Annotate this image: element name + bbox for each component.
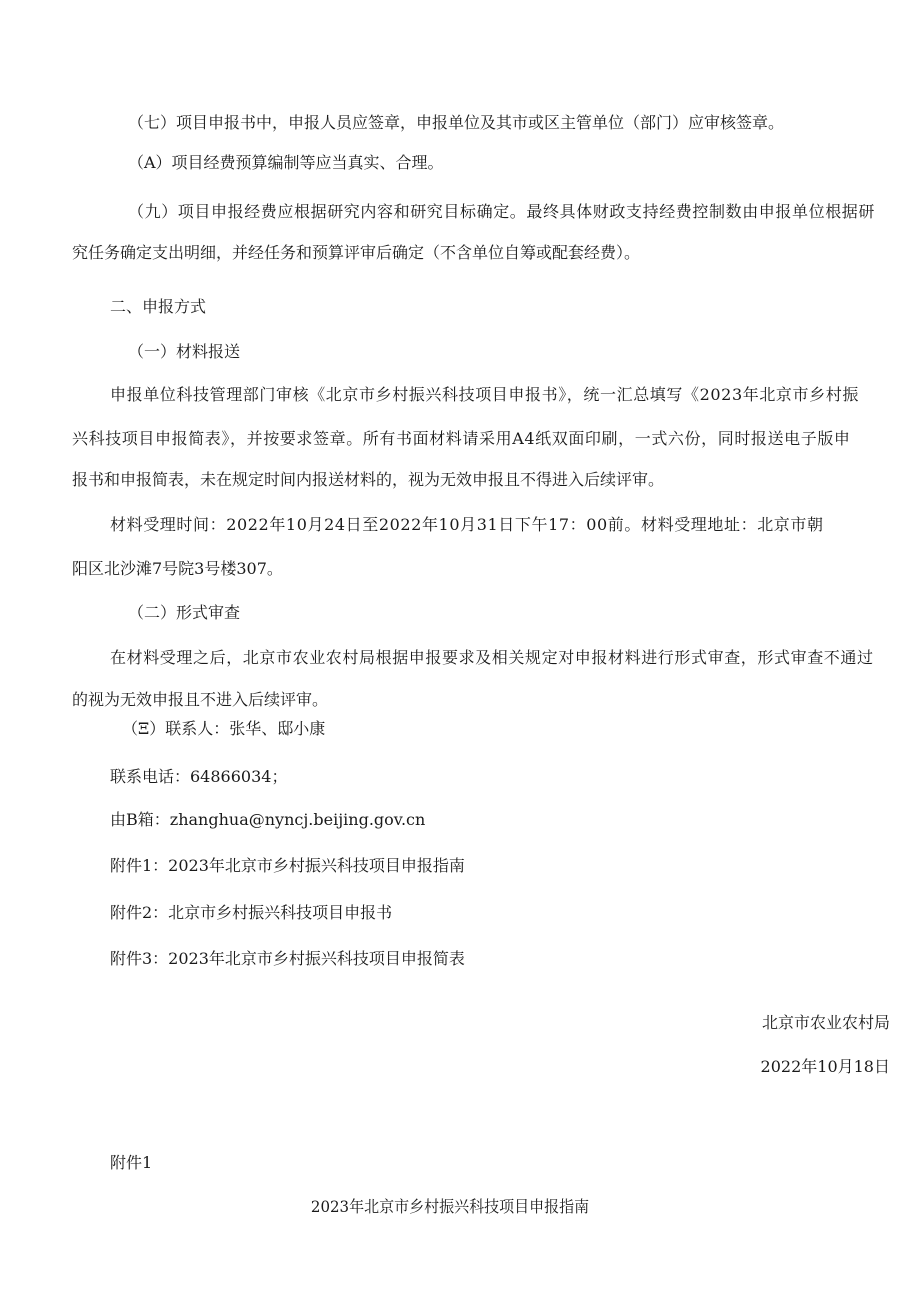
submission-para-line-1: 申报单位科技管理部门审核《北京市乡村振兴科技项目申报书》，统一汇总填写《2023年北京市乡村振 — [110, 385, 859, 404]
contact-phone: 联系电话：64866034； — [110, 767, 288, 786]
item-8: （A）项目经费预算编制等应当真实、合理。 — [128, 153, 444, 172]
appendix-title: 2023年北京市乡村振兴科技项目申报指南 — [310, 1197, 590, 1216]
attachment-1: 附件1：2023年北京市乡村振兴科技项目申报指南 — [110, 856, 465, 875]
subsection-heading-1: （一）材料报送 — [128, 342, 241, 361]
submission-para-line-3: 报书和申报简表，未在规定时间内报送材料的，视为无效申报且不得进入后续评审。 — [72, 470, 665, 489]
review-para-line-1: 在材料受理之后，北京市农业农村局根据申报要求及相关规定对申报材料进行形式审查，形式审查不通过 — [110, 648, 874, 667]
appendix-label: 附件1 — [110, 1153, 153, 1172]
item-9-line-1: （九）项目申报经费应根据研究内容和研究目标确定。最终具体财政支持经费控制数由申报单位根据研 — [128, 202, 876, 221]
attachment-2: 附件2：北京市乡村振兴科技项目申报书 — [110, 903, 393, 922]
review-para-line-2: 的视为无效申报且不进入后续评审。 — [72, 690, 329, 709]
contact-email: 由B箱：zhanghua@nyncj.beijing.gov.cn — [110, 810, 426, 829]
submission-para-line-2: 兴科技项目申报简表》，并按要求签章。所有书面材料请采用A4纸双面印刷，一式六份，同时报送电子版申 — [72, 429, 851, 448]
section-heading-2: 二、申报方式 — [110, 297, 207, 316]
item-7: （七）项目申报书中，申报人员应签章，申报单位及其市或区主管单位（部门）应审核签章。 — [128, 113, 785, 132]
acceptance-time-line-1: 材料受理时间：2022年10月24日至2022年10月31日下午17：00前。材料受理地址：北京市朝 — [110, 515, 824, 534]
contact-persons: （Ξ）联系人：张华、邸小康 — [122, 719, 326, 738]
item-9-line-2: 究任务确定支出明细，并经任务和预算评审后确定（不含单位自筹或配套经费）。 — [72, 243, 641, 262]
attachment-3: 附件3：2023年北京市乡村振兴科技项目申报简表 — [110, 949, 465, 968]
signature-org: 北京市农业农村局 — [761, 1013, 890, 1032]
subsection-heading-2: （二）形式审查 — [128, 603, 241, 622]
signature-date: 2022年10月18日 — [760, 1057, 890, 1076]
acceptance-time-line-2: 阳区北沙滩7号院3号楼307。 — [72, 559, 283, 578]
